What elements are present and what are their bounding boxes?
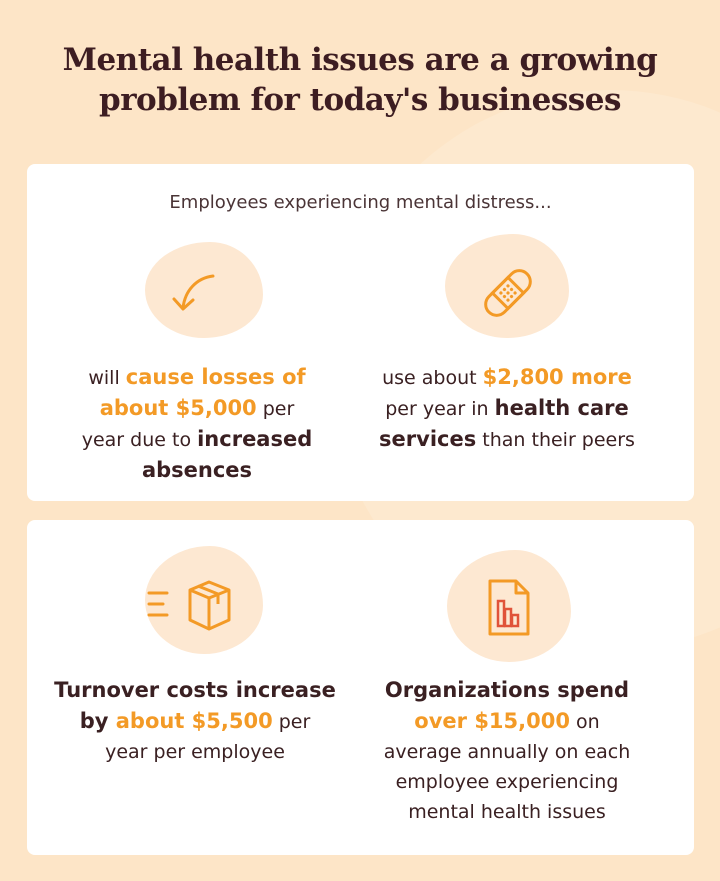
bandage-icon	[475, 260, 541, 326]
report-chart-icon	[484, 578, 534, 638]
distress-card	[27, 164, 694, 501]
stat-organization-spend: Organizations spend over $15,000 on average annually on each employee experiencing mental health issues	[383, 678, 631, 823]
stat-turnover-costs: Turnover costs increase by about $5,500 per year per employee	[54, 678, 336, 763]
curved-arrow-icon	[167, 266, 227, 326]
costs-card	[27, 520, 694, 855]
card-intro: Employees experiencing mental distress...	[169, 192, 552, 213]
stat-absence-losses: will cause losses of about $5,000 per year due to increased absences	[81, 365, 313, 482]
moving-box-icon	[145, 576, 235, 636]
stat-health-care: use about $2,800 more per year in health care services than their peers	[379, 365, 635, 451]
title-line-1: Mental health issues are a growing	[62, 42, 658, 78]
title-line-2: problem for today's businesses	[99, 82, 621, 118]
page-title	[0, 40, 720, 120]
